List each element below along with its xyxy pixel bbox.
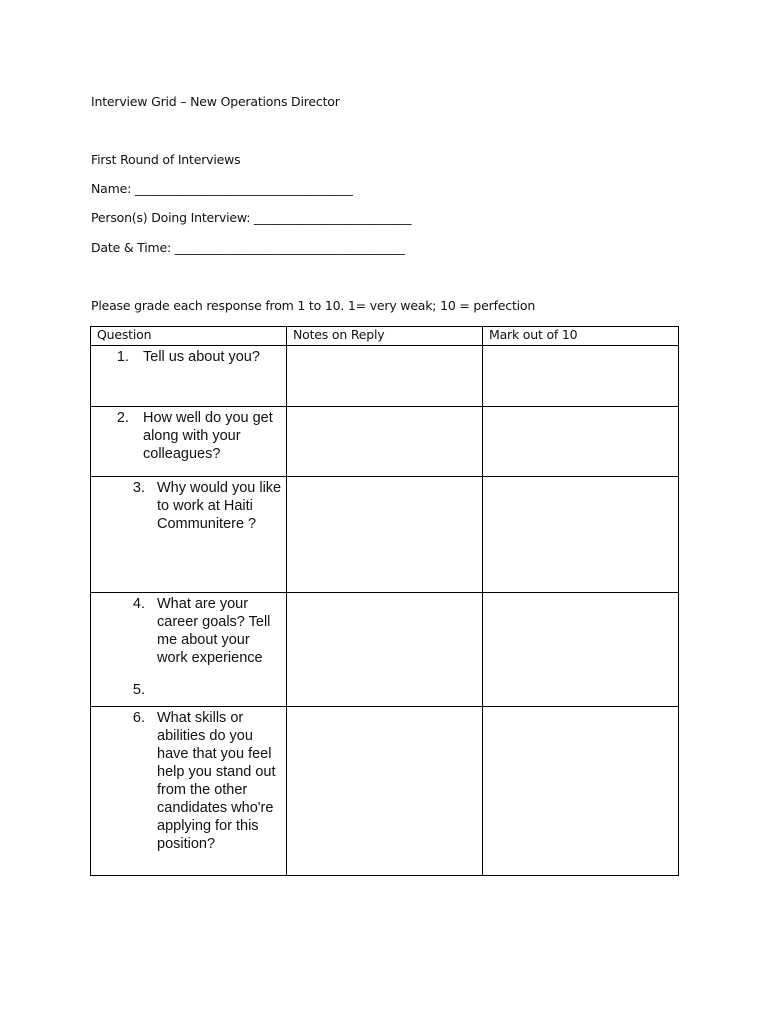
document-title: Interview Grid – New Operations Director: [91, 94, 340, 109]
question-number: 3.: [132, 480, 145, 496]
interviewers-field-line: Person(s) Doing Interview: __________________________: [91, 210, 412, 225]
grading-instruction: Please grade each response from 1 to 10. 1= very weak; 10 = perfection: [91, 298, 536, 313]
date-time-field-line: Date & Time: ______________________________________: [91, 240, 405, 255]
header-question: Question: [91, 327, 287, 346]
notes-cell[interactable]: [287, 346, 483, 407]
question-number: 5.: [132, 682, 145, 698]
header-notes: Notes on Reply: [287, 327, 483, 346]
table-row: [91, 593, 679, 707]
table-row: [91, 407, 679, 477]
table-row: [91, 477, 679, 593]
interview-grid-table: [90, 326, 679, 876]
table-header-row: [91, 327, 679, 346]
question-cell: [91, 593, 287, 707]
table-row: [91, 346, 679, 407]
name-field-line: Name: ____________________________________: [91, 181, 353, 196]
mark-cell[interactable]: [483, 477, 679, 593]
question-number: 1.: [116, 349, 129, 365]
question-cell: [91, 346, 287, 407]
mark-cell[interactable]: [483, 707, 679, 876]
question-cell: [91, 477, 287, 593]
question-text: What skills or abilities do you have that you feel help you stand out from the other candidates who're applying for this position?: [157, 710, 276, 852]
mark-cell[interactable]: [483, 407, 679, 477]
header-mark: Mark out of 10: [483, 327, 679, 346]
question-cell: [91, 707, 287, 876]
notes-cell[interactable]: [287, 707, 483, 876]
interview-round: First Round of Interviews: [91, 152, 241, 167]
question-text: Why would you like to work at Haiti Communitere ?: [157, 480, 282, 532]
notes-cell[interactable]: [287, 477, 483, 593]
mark-cell[interactable]: [483, 346, 679, 407]
mark-cell[interactable]: [483, 593, 679, 707]
question-number: 6.: [132, 710, 145, 726]
table-row: [91, 707, 679, 876]
notes-cell[interactable]: [287, 593, 483, 707]
question-number: 4.: [132, 596, 145, 612]
question-text: Tell us about you?: [143, 349, 260, 365]
question-text: What are your career goals? Tell me about your work experience: [157, 596, 271, 666]
question-number: 2.: [116, 410, 129, 426]
question-text: How well do you get along with your colleagues?: [143, 410, 273, 462]
question-cell: [91, 407, 287, 477]
notes-cell[interactable]: [287, 407, 483, 477]
